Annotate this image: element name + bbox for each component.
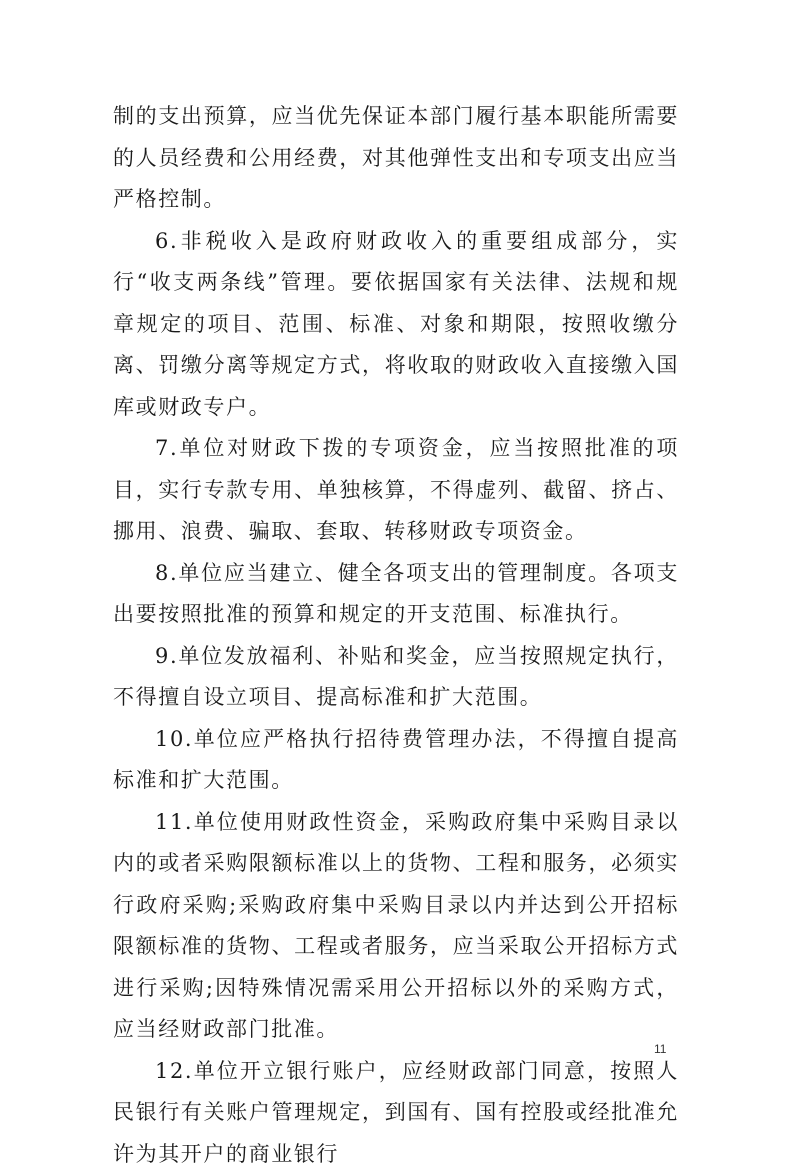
paragraph-item-8: 8.单位应当建立、健全各项支出的管理制度。各项支出要按照批准的预算和规定的开支范围、标准执行。: [113, 553, 679, 636]
paragraph-item-12: 12.单位开立银行账户，应经财政部门同意，按照人民银行有关账户管理规定，到国有、国有控股或经批准允许为其开户的商业银行: [113, 1051, 679, 1175]
paragraph-continuation: 制的支出预算，应当优先保证本部门履行基本职能所需要的人员经费和公用经费，对其他弹性支出和专项支出应当严格控制。: [113, 96, 679, 221]
paragraph-item-10: 10.单位应严格执行招待费管理办法，不得擅自提高标准和扩大范围。: [113, 719, 679, 802]
page-number: 11: [654, 1042, 684, 1056]
paragraph-item-7: 7.单位对财政下拨的专项资金，应当按照批准的项目，实行专款专用、单独核算，不得虚列、截留、挤占、挪用、浪费、骗取、套取、转移财政专项资金。: [113, 428, 679, 553]
paragraph-item-6: 6.非税收入是政府财政收入的重要组成部分，实行“收支两条线”管理。要依据国家有关法律、法规和规章规定的项目、范围、标准、对象和期限，按照收缴分离、罚缴分离等规定方式，将收取的财政收入直接缴入国库或财政专户。: [113, 221, 679, 429]
paragraph-item-11: 11.单位使用财政性资金，采购政府集中采购目录以内的或者采购限额标准以上的货物、工程和服务，必须实行政府采购;采购政府集中采购目录以内并达到公开招标限额标准的货物、工程或者服务，应当采取公开招标方式进行采购;因特殊情况需采用公开招标以外的采购方式，应当经财政部门批准。: [113, 802, 679, 1051]
document-body: [113, 96, 679, 1175]
paragraph-item-9: 9.单位发放福利、补贴和奖金，应当按照规定执行，不得擅自设立项目、提高标准和扩大范围。: [113, 636, 679, 719]
